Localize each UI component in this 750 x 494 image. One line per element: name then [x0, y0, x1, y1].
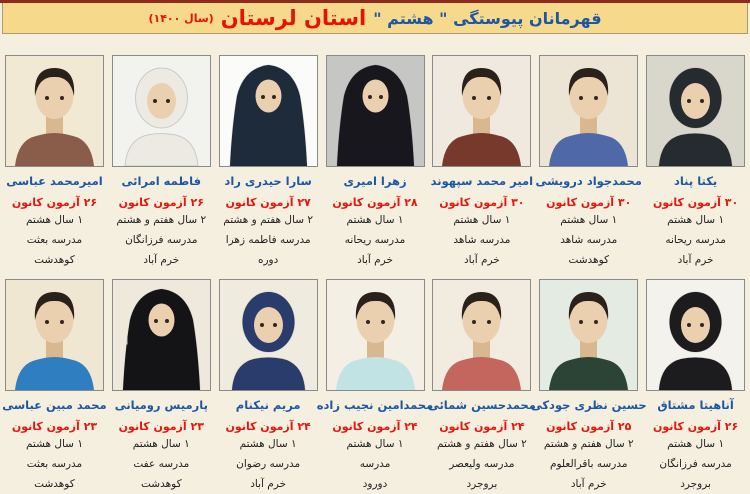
student-exam-count: ۲۶ آزمون کانون: [11, 196, 98, 209]
student-photo: [326, 279, 425, 391]
student-name: سارا حیدری راد: [224, 174, 312, 188]
student-exam-count: ۳۰ آزمون کانون: [439, 196, 525, 209]
student-years: ۲ سال هفتم و هشتم: [543, 438, 634, 450]
student-city: کوهدشت: [34, 478, 75, 490]
student-exam-count: ۲۳ آزمون کانون: [11, 420, 98, 433]
student-exam-count: ۲۴ آزمون کانون: [439, 420, 525, 433]
student-avatar-chador-icon: [113, 280, 210, 390]
student-card: [644, 55, 747, 270]
student-years: ۱ سال هشتم: [346, 438, 404, 450]
student-avatar-boy-icon: [6, 280, 103, 390]
student-years: ۲ سال هفتم و هشتم: [436, 438, 527, 450]
student-school: مدرسه شاهد: [453, 234, 511, 246]
student-card: [537, 55, 640, 270]
students-row-1: [0, 55, 750, 270]
student-years: ۱ سال هشتم: [346, 214, 404, 226]
student-years: ۲ سال هفتم و هشتم: [223, 214, 314, 226]
student-years: ۱ سال هشتم: [132, 438, 190, 450]
title-grade-text: قهرمانان پیوستگی " هشتم ": [373, 8, 602, 28]
student-avatar-hijab-icon: [647, 280, 744, 390]
student-name: محمدحسین شمائی: [427, 398, 536, 412]
student-name: محمدامین نجیب زاده: [316, 398, 434, 412]
student-city: بروجرد: [680, 478, 711, 490]
poster-header: [2, 3, 748, 34]
student-photo: [432, 279, 531, 391]
student-years: ۱ سال هشتم: [667, 438, 725, 450]
student-card: [217, 55, 320, 270]
student-school: مدرسه شاهد: [560, 234, 618, 246]
student-name: محمد مبین عباسی: [2, 398, 107, 412]
student-city: دوره: [257, 254, 279, 266]
students-row-2: [0, 279, 750, 494]
student-avatar-chador-icon: [220, 56, 317, 166]
student-city: دورود: [362, 478, 388, 490]
student-avatar-hijab-icon: [647, 56, 744, 166]
student-exam-count: ۲۵ آزمون کانون: [546, 420, 632, 433]
student-card: [3, 279, 106, 494]
student-photo: [646, 279, 745, 391]
student-city: خرم آباد: [250, 478, 287, 490]
student-city: کوهدشت: [568, 254, 610, 266]
student-card: [316, 279, 434, 494]
student-years: ۱ سال هشتم: [25, 438, 83, 450]
student-avatar-boy-icon: [433, 280, 530, 390]
title-province-text: استان لرستان: [220, 6, 367, 30]
student-name: مریم نیکنام: [235, 398, 301, 412]
student-avatar-boy-icon: [327, 280, 424, 390]
student-years: ۱ سال هشتم: [667, 214, 725, 226]
student-school: مدرسه عفت: [133, 458, 190, 470]
student-name: امیر محمد سپهوند: [430, 174, 534, 188]
student-card: [530, 279, 647, 494]
student-avatar-boy-icon: [433, 56, 530, 166]
student-card: [324, 55, 427, 270]
student-school: مدرسه باقرالعلوم: [549, 458, 628, 470]
student-exam-count: ۳۰ آزمون کانون: [652, 196, 739, 209]
student-avatar-hijab-icon: [113, 56, 210, 166]
student-avatar-boy-icon: [6, 56, 103, 166]
student-school: مدرسه فرزانگان: [125, 234, 198, 246]
student-photo: [112, 279, 211, 391]
student-exam-count: ۳۰ آزمون کانون: [546, 196, 632, 209]
student-name: یکتا پناد: [673, 174, 718, 188]
student-exam-count: ۲۴ آزمون کانون: [225, 420, 311, 433]
student-avatar-boy-icon: [540, 56, 637, 166]
student-avatar-boy-icon: [540, 280, 637, 390]
student-photo: [5, 279, 104, 391]
student-city: خرم آباد: [357, 254, 393, 266]
student-school: مدرسه فاطمه زهرا: [225, 234, 311, 246]
student-school: مدرسه ولیعصر: [449, 458, 515, 470]
student-name: فاطمه امرائی: [121, 174, 202, 188]
student-school: مدرسه رضوان: [236, 458, 301, 470]
student-card: [644, 279, 747, 494]
student-years: ۲ سال هفتم و هشتم: [116, 214, 207, 226]
student-years: ۱ سال هشتم: [239, 438, 297, 450]
student-name: حسین نظری جودکی: [530, 398, 647, 412]
student-city: خرم آباد: [143, 254, 180, 266]
student-card: [110, 55, 213, 270]
student-photo: [219, 279, 318, 391]
student-name: آناهیتا مشتاق: [657, 398, 734, 412]
student-years: ۱ سال هشتم: [453, 214, 511, 226]
student-card: [430, 55, 533, 270]
student-exam-count: ۲۳ آزمون کانون: [118, 420, 204, 433]
student-photo: [539, 279, 638, 391]
student-exam-count: ۲۶ آزمون کانون: [652, 420, 739, 433]
student-avatar-hijab-icon: [220, 280, 317, 390]
student-name: پارمیس رومیانی: [114, 398, 208, 412]
student-photo: [432, 55, 531, 167]
student-photo: [5, 55, 104, 167]
title-year-text: (سال ۱۴۰۰): [148, 11, 214, 25]
student-exam-count: ۲۷ آزمون کانون: [225, 196, 311, 209]
student-school: مدرسه: [359, 458, 391, 470]
student-years: ۱ سال هشتم: [560, 214, 618, 226]
student-years: ۱ سال هشتم: [25, 214, 83, 226]
student-school: مدرسه ریحانه: [665, 234, 726, 246]
student-name: زهرا امیری: [343, 174, 407, 188]
student-card: [217, 279, 320, 494]
student-city: کوهدشت: [141, 478, 182, 490]
student-exam-count: ۲۴ آزمون کانون: [332, 420, 418, 433]
student-name: محمدجواد درویشی: [535, 174, 642, 188]
student-school: مدرسه فرزانگان: [659, 458, 732, 470]
student-name: امیرمحمد عباسی: [6, 174, 103, 188]
student-card: [110, 279, 213, 494]
student-city: کوهدشت: [34, 254, 75, 266]
student-school: مدرسه بعثت: [26, 234, 83, 246]
student-city: خرم آباد: [677, 254, 714, 266]
student-city: بروجرد: [466, 478, 498, 490]
student-photo: [646, 55, 745, 167]
student-school: مدرسه بعثت: [26, 458, 83, 470]
student-photo: [326, 55, 425, 167]
student-photo: [112, 55, 211, 167]
student-avatar-chador-icon: [327, 56, 424, 166]
student-photo: [219, 55, 318, 167]
student-city: خرم آباد: [570, 478, 607, 490]
student-photo: [539, 55, 638, 167]
student-exam-count: ۲۶ آزمون کانون: [118, 196, 204, 209]
student-card: [3, 55, 106, 270]
student-school: مدرسه ریحانه: [344, 234, 406, 246]
student-exam-count: ۲۸ آزمون کانون: [332, 196, 418, 209]
student-card: [427, 279, 536, 494]
student-city: خرم آباد: [463, 254, 500, 266]
